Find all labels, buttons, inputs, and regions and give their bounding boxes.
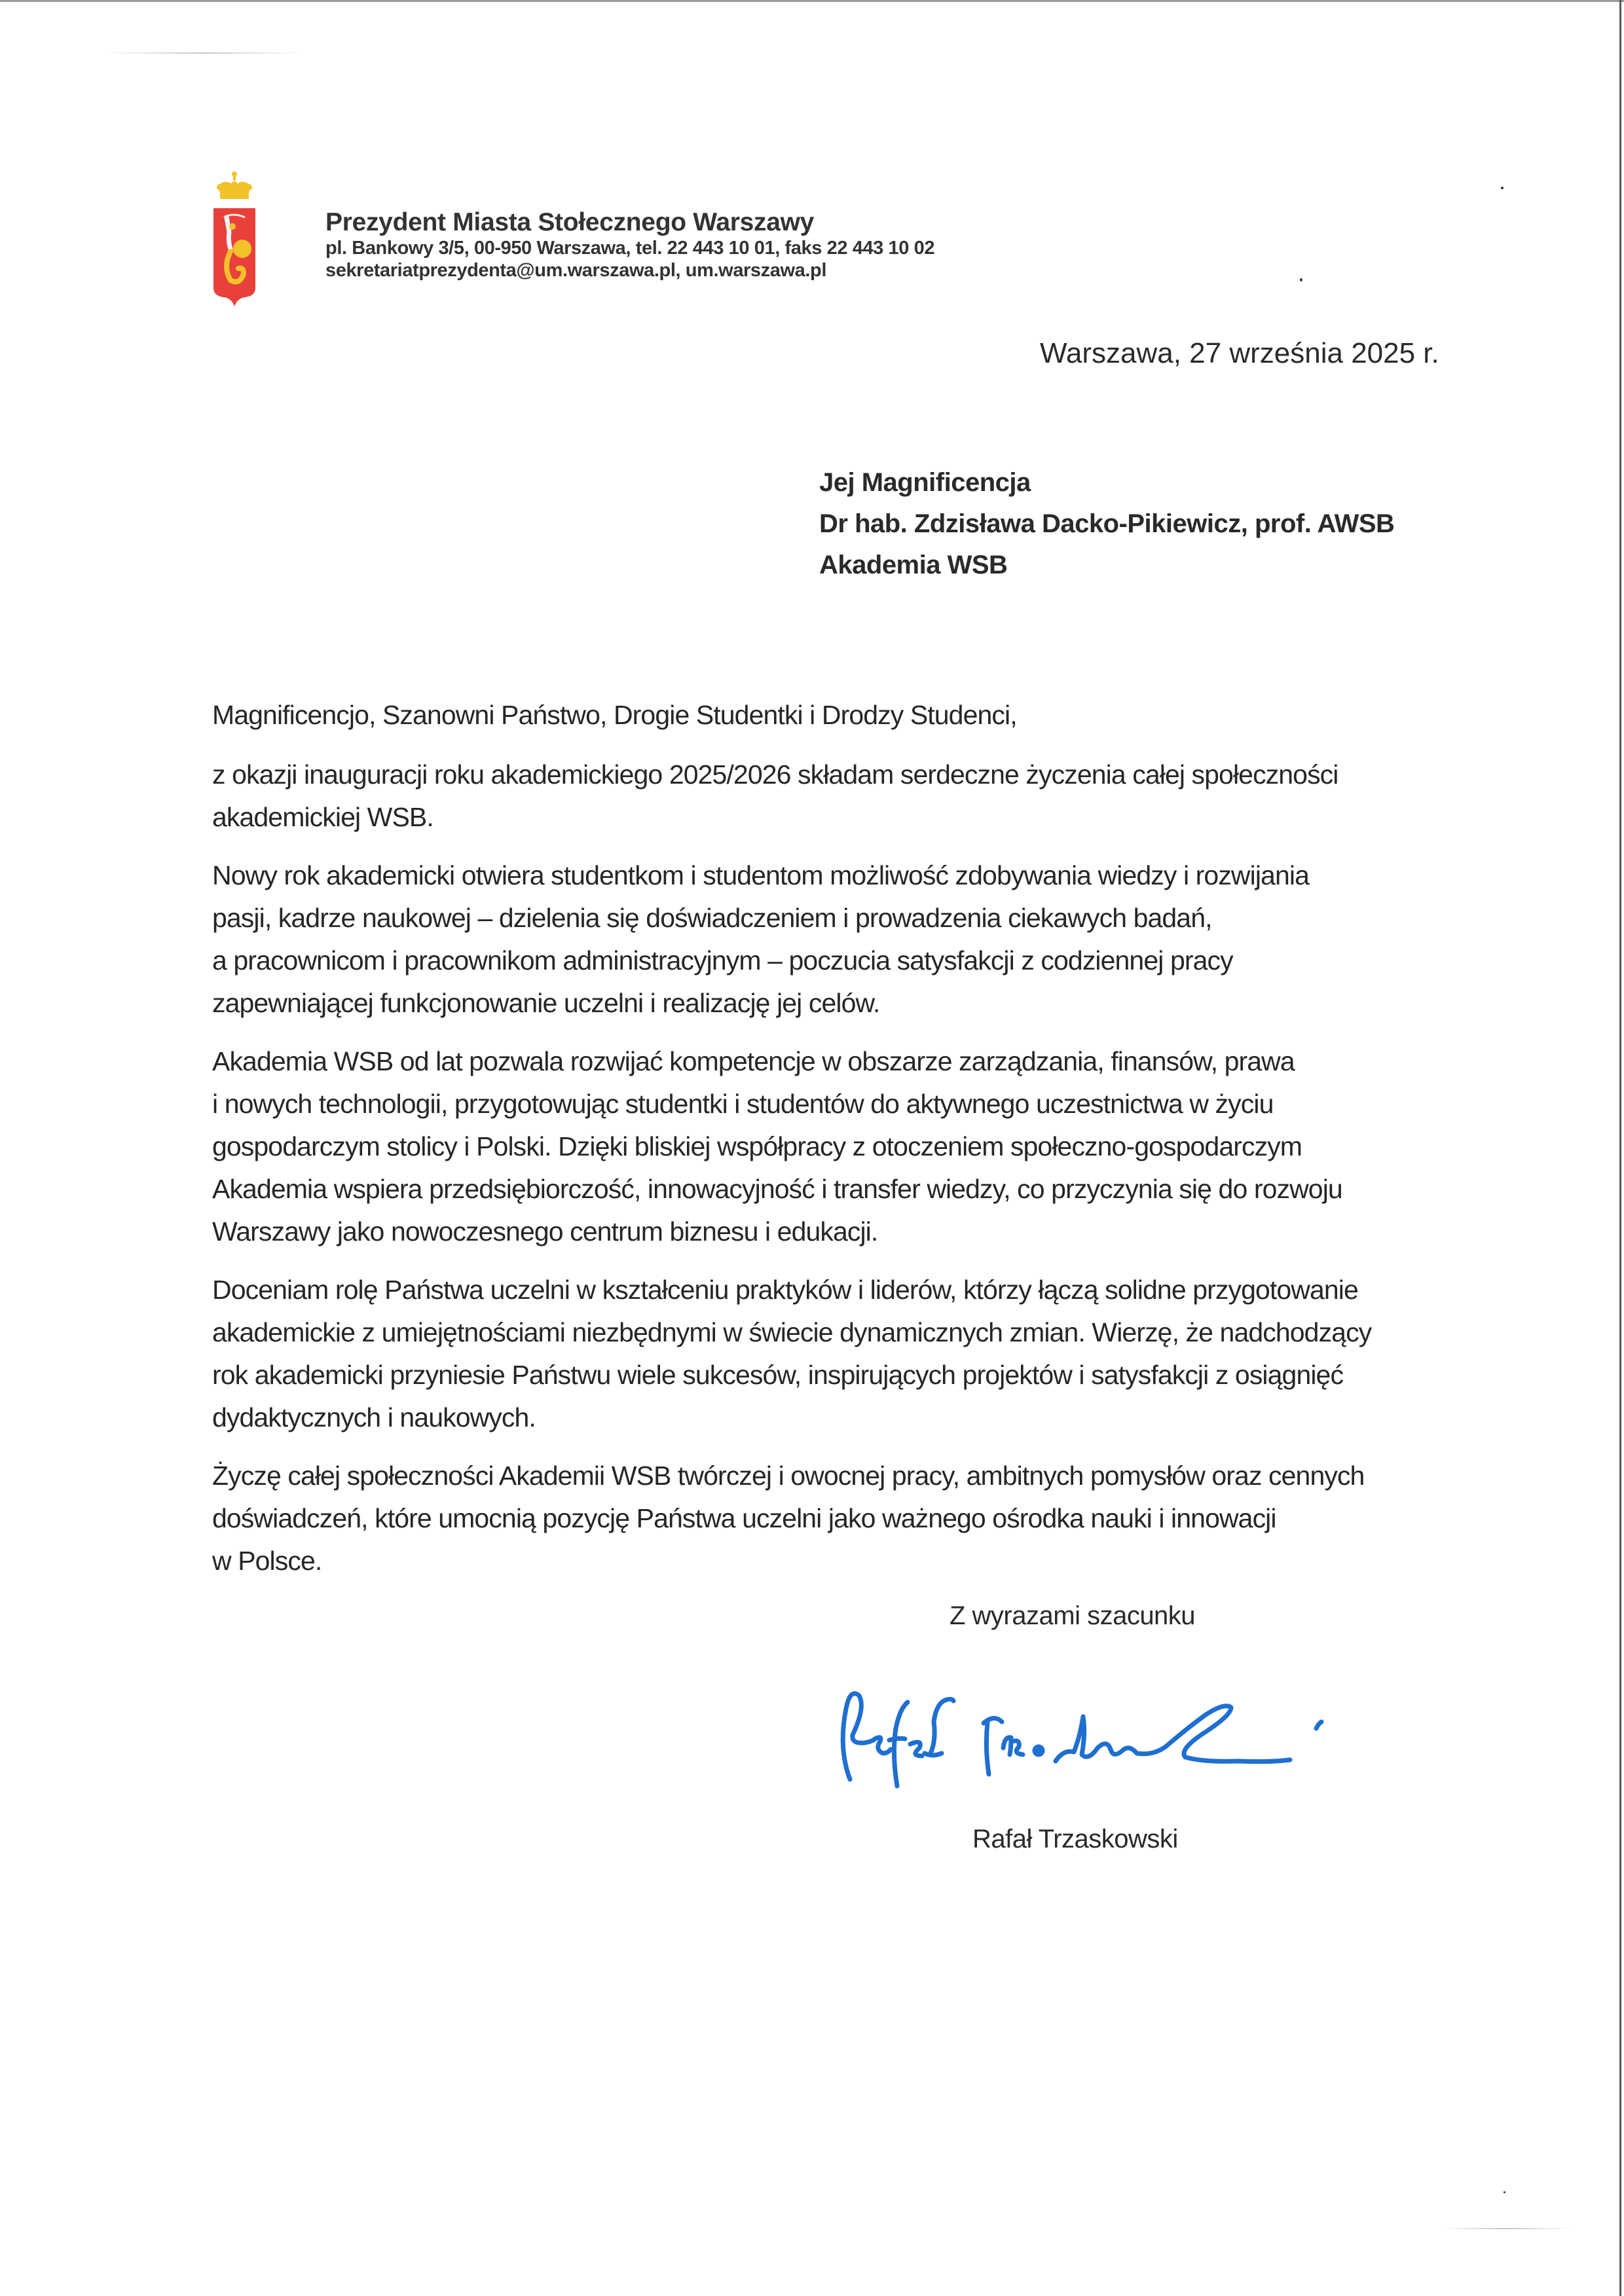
paragraph-line: w Polsce. <box>212 1546 322 1576</box>
recipient-name: Dr hab. Zdzisława Dacko-Pikiewicz, prof. AWSB <box>819 509 1395 538</box>
paragraph-line: pasji, kadrze naukowej – dzielenia się doświadczeniem i prowadzenia ciekawych badań, <box>212 903 1212 933</box>
salutation: Magnificencjo, Szanowni Państwo, Drogie Studentki i Drodzy Studenci, <box>212 700 1017 730</box>
paragraph-line: akademickie z umiejętnościami niezbędnymi w świecie dynamicznych zmian. Wierzę, że nadchodzący <box>212 1317 1372 1347</box>
warsaw-coat-of-arms-icon <box>211 169 258 310</box>
paragraph-line: Nowy rok akademicki otwiera studentkom i studentom możliwość zdobywania wiedzy i rozwijania <box>212 860 1309 890</box>
recipient-block <box>819 462 1394 586</box>
handwritten-signature-icon <box>812 1676 1375 1794</box>
scan-speck <box>1300 278 1302 282</box>
recipient-title: Jej Magnificencja <box>819 468 1031 497</box>
scan-top-edge <box>0 0 1624 2</box>
closing-phrase: Z wyrazami szacunku <box>950 1601 1196 1630</box>
letterhead <box>325 208 934 282</box>
signer-name: Rafał Trzaskowski <box>972 1825 1178 1853</box>
paragraph-5 <box>212 1455 1404 1582</box>
letterhead-title: Prezydent Miasta Stołecznego Warszawy <box>325 208 815 236</box>
paragraph-line: rok akademicki przyniesie Państwu wiele sukcesów, inspirujących projektów i satysfakcji z osiągnięć <box>212 1360 1344 1390</box>
letter-body <box>212 694 1404 1598</box>
scan-streak <box>105 52 301 54</box>
paragraph-line: doświadczeń, które umocnią pozycję Państwa uczelni jako ważnego ośrodka nauki i innowacji <box>212 1503 1276 1533</box>
paragraph-1 <box>212 754 1404 839</box>
paragraph-line: Doceniam rolę Państwa uczelni w kształceniu praktyków i liderów, którzy łączą solidne przygotowanie <box>212 1275 1358 1305</box>
paragraph-2 <box>212 854 1404 1025</box>
paragraph-line: zapewniającej funkcjonowanie uczelni i realizację jej celów. <box>212 988 880 1018</box>
paragraph-line: i nowych technologii, przygotowując studentki i studentów do aktywnego uczestnictwa w życiu <box>212 1089 1274 1119</box>
scan-speck <box>1504 2191 1505 2193</box>
letter-date: Warszawa, 27 września 2025 r. <box>1040 337 1439 369</box>
paragraph-line: akademickiej WSB. <box>212 802 434 832</box>
paragraph-line: Akademia wspiera przedsiębiorczość, innowacyjność i transfer wiedzy, co przyczynia się do rozwoju <box>212 1174 1342 1204</box>
paragraph-line: a pracownicom i pracownikom administracyjnym – poczucia satysfakcji z codziennej pracy <box>212 945 1233 975</box>
paragraph-3 <box>212 1040 1404 1253</box>
scan-speck <box>1501 187 1504 189</box>
paragraph-line: gospodarczym stolicy i Polski. Dzięki bliskiej współpracy z otoczeniem społeczno-gospodarczym <box>212 1131 1302 1161</box>
recipient-institution: Akademia WSB <box>819 551 1008 579</box>
paragraph-4 <box>212 1269 1404 1439</box>
letterhead-contact: sekretariatprezydenta@um.warszawa.pl, um.warszawa.pl <box>325 260 827 281</box>
paragraph-line: Życzę całej społeczności Akademii WSB twórczej i owocnej pracy, ambitnych pomysłów oraz cennych <box>212 1461 1365 1491</box>
paragraph-line: Warszawy jako nowoczesnego centrum biznesu i edukacji. <box>212 1216 878 1247</box>
scan-right-edge <box>1619 0 1621 2296</box>
paragraph-line: z okazji inauguracji roku akademickiego 2025/2026 składam serdeczne życzenia całej społeczności <box>212 759 1338 790</box>
paragraph-line: Akademia WSB od lat pozwala rozwijać kompetencje w obszarze zarządzania, finansów, prawa <box>212 1046 1295 1076</box>
letterhead-address: pl. Bankowy 3/5, 00-950 Warszawa, tel. 22 443 10 01, faks 22 443 10 02 <box>325 238 935 259</box>
paragraph-line: dydaktycznych i naukowych. <box>212 1402 536 1432</box>
scan-streak <box>1441 2228 1572 2229</box>
